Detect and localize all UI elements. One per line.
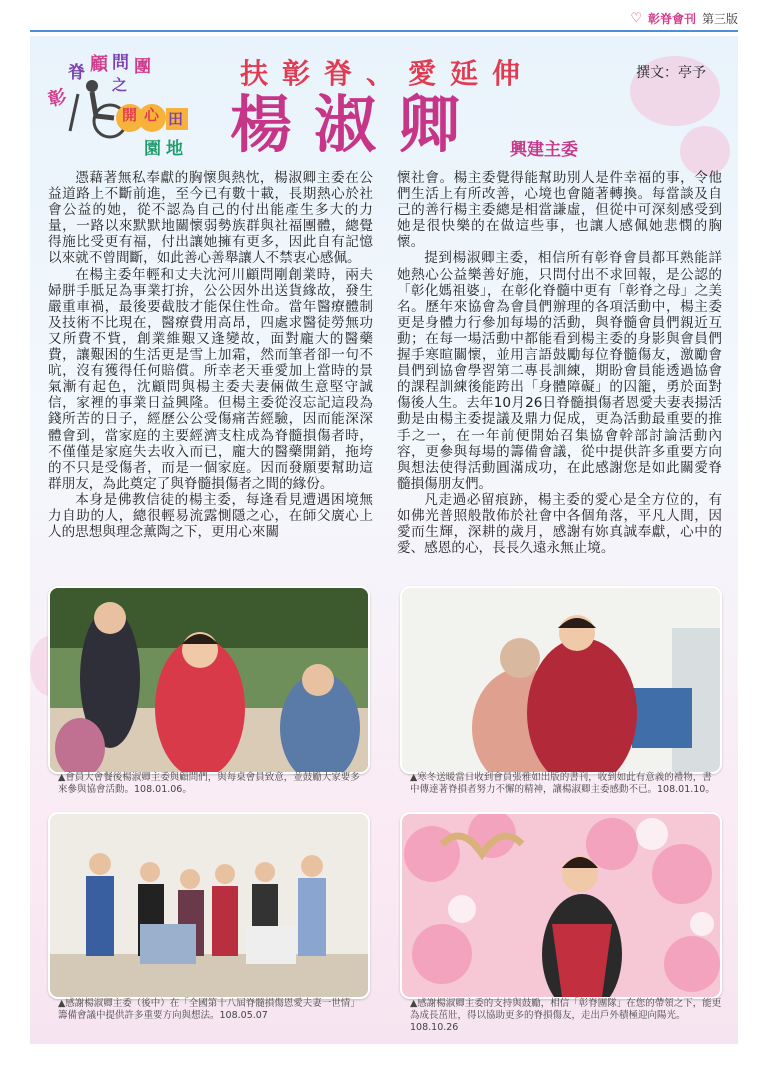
column-logo bbox=[40, 46, 200, 159]
logo-char: 心 bbox=[144, 106, 160, 124]
article-paragraph: 在楊主委年輕和丈夫沈河川顧問剛創業時，兩夫婦胼手胝足為事業打拚，公公因外出送貨緣故，發生嚴重車禍，最後要截肢才能保住性命。當年醫療體制及技術不比現在，醫療費用高昂，四處求醫徒勞無功又所費不貲，創業維艱又逢變故，面對龐大的醫藥費，讓艱困的生活更是雪上加霜，然而筆者卻一句不吭，沒有獲得任何賠償。所幸老天垂愛加上當時的景氣漸有起色，沈顧問與楊主委夫妻倆做生意堅守誠信，家裡的事業日益興隆。但楊主委從沒忘記這段為錢所苦的日子，經歷公公受傷痛苦經驗，因而能深深體會到，當家庭的主要經濟支柱成為脊髓損傷者時，不僅僅是家庭失去收入而已，龐大的醫藥開銷，拖垮的不只是受傷者，而是一個家庭。因而發願要幫助這群朋友，為此奠定了與脊髓損傷者之間的緣份。 bbox=[48, 266, 373, 492]
article-kicker: 扶彰脊、愛延伸 bbox=[240, 57, 535, 90]
logo-char: 地 bbox=[166, 139, 183, 159]
banquet-photo-image bbox=[50, 588, 368, 772]
photo-caption: ▲感謝楊淑卿主委的支持與鼓勵，相信「彰脊團隊」在您的帶領之下，能更為成長茁壯，得以協助更多的脊損傷友，走出戶外積極迎向陽光。108.10.26 bbox=[410, 998, 722, 1033]
photo-caption: ▲感謝楊淑卿主委（後中）在「全國第十八屆脊髓損傷恩愛夫妻一世情」籌備會議中提供許多重要方向與想法。108.05.07 bbox=[58, 998, 360, 1021]
photo-gift bbox=[400, 586, 722, 774]
logo-char: 顧 bbox=[90, 54, 108, 75]
logo-char: 團 bbox=[134, 57, 151, 77]
heart-icon: ♡ bbox=[630, 11, 642, 26]
article-paragraph: 提到楊淑卿主委，相信所有彰脊會員都耳熟能詳她熱心公益樂善好施，只問付出不求回報，是公認的「彰化媽祖婆」，在彰化脊髓中更有「彰脊之母」之美名。歷年來協會為會員們辦理的各項活動中，楊主委更是身體力行參加每場的活動，與脊髓會員們親近互動；在每一場活動中都能看到楊主委的身影與會員們握手寒暄關懷，並用言語鼓勵每位脊髓傷友，激勵會員們到協會學習第二專長訓練，期盼會員能透過協會的課程訓練後能跨出「身體障礙」的囚籠，勇於面對傷後人生。去年10月26日脊髓損傷者恩愛夫妻表揚活動是由楊主委提議及鼎力促成，更為活動最重要的推手之一，在一年前便開始召集協會幹部討論活動內容，更參與每場的籌備會議，從中提供許多重要方向與想法使得活動圓滿成功，在此感謝您是如此關愛脊髓損傷朋友們。 bbox=[397, 250, 722, 492]
page-header bbox=[0, 0, 768, 32]
photo-balloons bbox=[400, 812, 722, 999]
text-column-left bbox=[48, 170, 373, 540]
article-paragraph: 懷社會。楊主委覺得能幫助別人是件幸福的事，令他們生活上有所改善，心境也會隨著轉換。每當談及自己的善行楊主委總是相當謙虛，但從中可深刻感受到她是很快樂的在做這些事，也讓人感佩她悲憫的胸懷。 bbox=[397, 170, 722, 251]
photo-caption: ▲會員大會餐後楊淑卿主委與顧問們，與每桌會員致意，並鼓勵大家要多來參與協會活動。108.01.06。 bbox=[58, 772, 360, 795]
article-paragraph: 本身是佛教信徒的楊主委，每逢看見遭遇困境無力自助的人，總很輕易流露惻隱之心，在師父廣心上人的思想與理念薰陶之下，更用心來關 bbox=[48, 491, 373, 541]
header-rule bbox=[30, 30, 738, 32]
article-title: 楊淑卿 bbox=[230, 88, 483, 161]
photo-meeting bbox=[48, 812, 370, 999]
photo-banquet bbox=[48, 586, 370, 774]
article-subtitle: 興建主委 bbox=[510, 140, 578, 160]
logo-char: 園 bbox=[144, 139, 161, 159]
logo-char: 脊 bbox=[68, 63, 85, 83]
logo-char: 彰 bbox=[45, 85, 69, 111]
article-paragraph: 凡走過必留痕跡，楊主委的愛心是全方位的，有如佛光普照般散佈於社會中各個角落，平凡人間，因愛而生輝，深耕的歲月，感謝有妳真誠奉獻，心中的愛、感恩的心，長長久遠永無止境。 bbox=[397, 491, 722, 557]
decorative-heart bbox=[680, 126, 730, 176]
publication-name: 彰脊會刊 bbox=[647, 12, 696, 26]
logo-char: 開 bbox=[122, 106, 138, 124]
logo-char: 田 bbox=[168, 110, 184, 128]
header-info bbox=[630, 10, 738, 27]
article-paragraph: 憑藉著無私奉獻的胸懷與熱忱，楊淑卿主委在公益道路上不斷前進，至今已有數十載，長期熱心於社會公益的她，從不認為自己的付出能產生多大的力量，一路以來默默地關懷弱勢族群與社福團體，總覺得施比受更有福，付出讓她擁有更多，因此自有記憶以來就不曾間斷，如此善心善舉讓人不禁衷心感佩。 bbox=[48, 170, 373, 267]
logo-char: 問 bbox=[112, 53, 129, 73]
logo-char: 之 bbox=[112, 76, 128, 94]
meeting-photo-image bbox=[50, 814, 368, 997]
balloon-photo-image bbox=[402, 814, 720, 997]
edition-label: 第三版 bbox=[701, 12, 738, 26]
gift-photo-image bbox=[402, 588, 720, 772]
article-byline: 撰文：亭予 bbox=[636, 65, 706, 81]
text-column-right bbox=[397, 170, 722, 556]
photo-caption: ▲寒冬送暖當日收到會員張雅如出版的書刊，收到如此有意義的禮物，書中傳達著脊損者努力不懈的精神，讓楊淑卿主委感動不已。108.01.10。 bbox=[410, 772, 715, 795]
